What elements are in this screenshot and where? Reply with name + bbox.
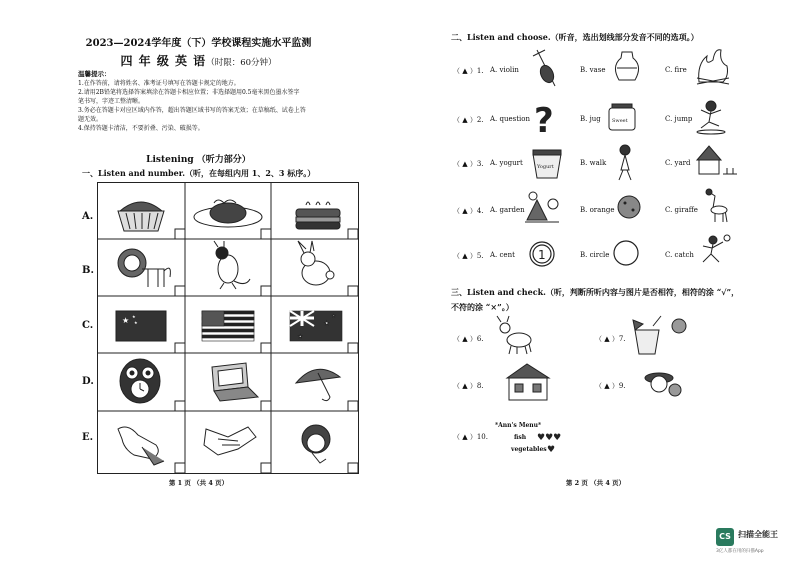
q3-option-c: C. yard [665, 159, 691, 167]
section-3-title-line2: 不符的涂 “×”。） [451, 302, 514, 312]
australia-flag-icon [290, 311, 342, 341]
q8-number: （ ▲ ）8. [453, 382, 484, 390]
section-3-pictures [397, 0, 794, 561]
q1-option-c: C. fire [665, 66, 687, 74]
owl-clock-icon [120, 359, 160, 403]
picture-grid [97, 182, 359, 474]
jug-label: Sweet [612, 118, 628, 124]
house-icon [507, 364, 549, 400]
girl-face-icon [302, 425, 330, 463]
juice-glass-icon [633, 316, 686, 354]
q4-option-a: A. garden [490, 206, 525, 214]
usa-flag-icon [202, 311, 254, 341]
q7-number: （ ▲ ）7. [595, 335, 626, 343]
coin-label: 1 [538, 248, 546, 262]
page-1-footer: 第 1 页 （共 4 页） [168, 479, 229, 487]
row-label-e: E. [82, 432, 94, 443]
svg-text:★: ★ [122, 316, 130, 325]
svg-text:♥♥♥: ♥♥♥ [537, 433, 562, 443]
q5-option-c: C. catch [665, 251, 694, 259]
hands-icon [204, 427, 256, 455]
svg-text:?: ? [534, 101, 554, 141]
camscanner-logo-icon: CS [716, 528, 734, 546]
row-label-c: C. [82, 320, 94, 331]
umbrella-icon [296, 369, 340, 400]
q9-number: （ ▲ ）9. [595, 382, 626, 390]
svg-text:★: ★ [298, 334, 303, 340]
q4-number: （ ▲ ）4. [453, 207, 484, 215]
q2-option-b: B. jug [580, 115, 601, 123]
q3-number: （ ▲ ）3. [453, 160, 484, 168]
notice-title: 温馨提示： [78, 70, 111, 78]
q3-option-b: B. walk [580, 159, 607, 167]
q1-option-a: A. violin [490, 66, 519, 74]
q1-number: （ ▲ ）1. [453, 67, 484, 75]
exam-subject [0, 52, 397, 69]
q4-option-c: C. giraffe [665, 206, 698, 214]
vegetable-basket-icon [118, 202, 164, 231]
time-note: （时限：60分钟） [206, 58, 277, 68]
deer-icon [497, 316, 531, 354]
camscanner-name: 扫描全能王 [738, 530, 778, 539]
row-label-b: B. [82, 265, 94, 276]
kangaroo-icon [214, 241, 250, 289]
svg-text:★: ★ [324, 320, 330, 327]
q3-option-a: A. yogurt [490, 159, 523, 167]
q1-option-b: B. vase [580, 66, 606, 74]
notice-line: 1.在作答前，请将姓名、准考证号填写在答题卡规定的地方。 [78, 80, 240, 87]
page-2-footer: 第 2 页 （共 4 页） [565, 479, 626, 487]
q5-option-b: B. circle [580, 251, 610, 259]
hand-touching-icon [118, 427, 164, 465]
q5-number: （ ▲ ）5. [453, 252, 484, 260]
grid-lines [98, 183, 358, 473]
notice-line: 2.请用2B铅笔将选择答案填涂在答题卡相应位置；非选择题用0.5毫米黑色墨水签字 [78, 89, 300, 96]
q2-option-a: A. question [490, 115, 531, 123]
section-2-title: 二、Listen and choose.（听音，选出划线部分发音不同的选项。） [451, 32, 699, 42]
yogurt-label: Yogurt [537, 164, 554, 170]
sandwich-icon [296, 202, 340, 229]
laptop-icon [212, 363, 258, 401]
q5-option-a: A. cent [490, 251, 515, 259]
camscanner-tagline: 3亿人都在用的扫描App [716, 549, 764, 554]
menu-title: *Ann's Menu* [495, 422, 542, 429]
menu-item-vegetables: vegetables [511, 446, 547, 453]
q4-option-b: B. orange [580, 206, 615, 214]
q2-number: （ ▲ ）2. [453, 116, 484, 124]
notice-line: 题无效。 [78, 116, 103, 123]
notice-block [78, 70, 378, 133]
section-1-title: 一、Listen and number.（听，在每组内用 1、2、3 标序。） [82, 168, 316, 178]
svg-text:★: ★ [134, 320, 138, 325]
svg-text:★: ★ [132, 314, 136, 319]
row-label-d: D. [82, 376, 94, 387]
notice-line: 3.务必在答题卡对应区域内作答，超出答题区域书写的答案无效；在草稿纸、试卷上答 [78, 107, 306, 114]
q10-number: （ ▲ ）10. [453, 433, 488, 441]
china-flag-icon [116, 311, 166, 341]
page-2 [397, 0, 794, 561]
notice-line: 笔书写，字迹工整清晰。 [78, 98, 145, 105]
menu-item-fish: fish [514, 434, 527, 441]
q2-option-c: C. jump [665, 115, 693, 123]
exam-title: 2023—2024学年度（下）学校课程实施水平监测 [85, 38, 312, 49]
subject-text: 四 年 级 英 语 [120, 54, 207, 68]
rabbit-icon [298, 241, 334, 285]
listening-title: Listening （听力部分） [146, 155, 251, 165]
svg-text:★: ★ [332, 313, 336, 318]
steak-plate-icon [194, 200, 262, 227]
girl-hat-icon [645, 373, 681, 396]
section-3-title-line1: 三、Listen and check.（听，判断所听内容与图片是否相符，相符的涂 “√”， [451, 287, 740, 297]
row-label-a: A. [82, 211, 94, 222]
lion-icon [118, 249, 170, 287]
q6-number: （ ▲ ）6. [453, 335, 484, 343]
svg-text:♥: ♥ [547, 445, 556, 455]
notice-line: 4.保持答题卡清洁，不要折叠、污染、破损等。 [78, 125, 204, 132]
